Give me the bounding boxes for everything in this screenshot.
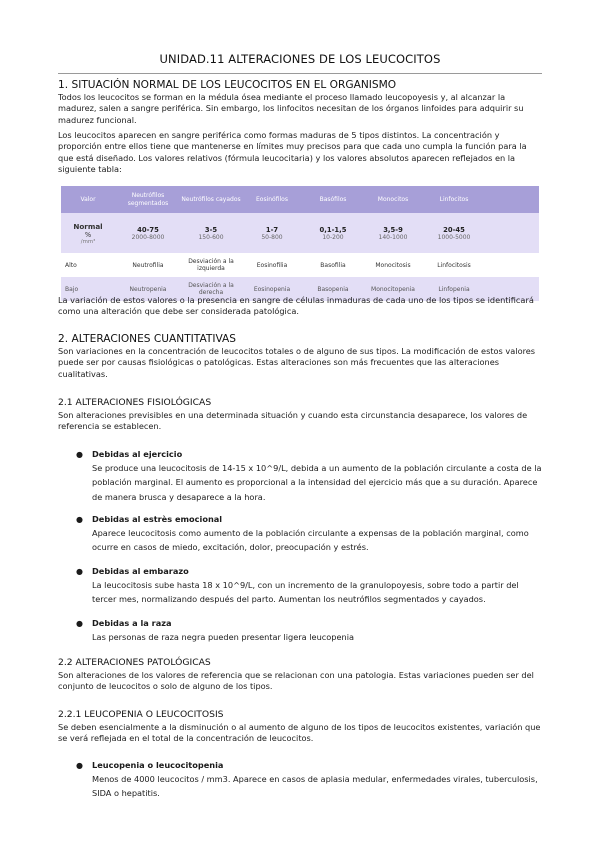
list-item-text: Se produce una leucocitosis de 14-15 x 10^9/L, debida a un aumento de la población circulante a costa de la población marginal. El aumento es proporcional a la intensidad del ejercicio más que a su duración. Aparece de manera brusca y desaparece a la hora. xyxy=(92,463,542,502)
bullet-icon: ● xyxy=(76,567,83,576)
table-row-alto xyxy=(61,253,539,277)
table-cell-empty xyxy=(485,213,539,253)
table-cell xyxy=(363,213,423,253)
list-item-title: Debidas al estrès emocional xyxy=(92,514,223,524)
table-cell: Neutrofilia xyxy=(115,253,181,277)
title-divider xyxy=(58,73,542,74)
list-item-text: La leucocitosis sube hasta 18 x 10^9/L, con un incremento de la granulopoyesis, sobre todo a partir del tercer mes, normalizando después del parto. Aumentan los neutrófilos segmentados y cayados. xyxy=(92,580,519,605)
table-cell: Basofilia xyxy=(303,253,363,277)
table-header-cell: Basófilos xyxy=(303,186,363,213)
percent-label: % xyxy=(84,230,92,239)
table-cell xyxy=(241,213,303,253)
list-item-text: Aparece leucocitosis como aumento de la población circulante a expensas de la población marginal, como ocurre en casos de miedo, excitación, dolor, preocupación y estrés. xyxy=(92,528,529,553)
table-header-cell: Monocitos xyxy=(363,186,423,213)
table-cell: Linfopenia xyxy=(423,277,485,301)
document-title: UNIDAD.11 ALTERACIONES DE LOS LEUCOCITOS xyxy=(159,52,441,66)
list-item-text: Las personas de raza negra pueden presentar ligera leucopenia xyxy=(92,632,354,642)
table-header-cell: Valor xyxy=(61,186,115,213)
table-cell: Eosinofilia xyxy=(241,253,303,277)
per-mm3-label: /mm³ xyxy=(80,238,96,245)
section-2-2-heading: 2.2 ALTERACIONES PATOLÓGICAS xyxy=(58,657,211,668)
row-label-alto: Alto xyxy=(61,253,115,277)
table-cell: Basopenia xyxy=(303,277,363,301)
leukocyte-reference-table xyxy=(61,186,539,301)
section-2-2-1-paragraph: Se deben esencialmente a la disminución o al aumento de alguno de los tipos de leucocitos existentes, variación que se verá reflejada en el total de la concentración de leucocitos. xyxy=(58,722,541,744)
table-cell: Monocitopenia xyxy=(363,277,423,301)
section-2-2-paragraph: Son alteraciones de los valores de referencia que se relacionan con una patologia. Estas variaciones pueden ser del conjunto de leucocitos o solo de alguno de los tipos. xyxy=(58,670,534,692)
row-label-bajo: Bajo xyxy=(61,277,115,301)
table-cell: Linfocitosis xyxy=(423,253,485,277)
table-cell-empty xyxy=(485,253,539,277)
percent-value: 3,5-9 xyxy=(383,225,403,234)
list-item-title: Debidas a la raza xyxy=(92,618,172,628)
absolute-value: 2000-8000 xyxy=(131,233,165,241)
table-cell xyxy=(181,213,241,253)
section-2-1-paragraph: Son alteraciones previsibles en una determinada situación y cuando esta circunstancia desaparece, los valores de referencia se establecen. xyxy=(58,410,528,432)
percent-value: 0,1-1,5 xyxy=(319,225,347,234)
section-1-paragraph-2: Los leucocitos aparecen en sangre periférica como formas maduras de 5 tipos distintos. La concentración y proporción entre ellos tiene que mantenerse en límites muy precisos para que cada uno cumpla la función para la que está diseñado. Los valores relativos (fórmula leucocitaria) y los valores absolutos aparecen reflejados en la siguiente tabla: xyxy=(58,130,527,175)
table-cell xyxy=(303,213,363,253)
percent-value: 1-7 xyxy=(265,225,279,234)
list-item-text: Menos de 4000 leucocitos / mm3. Aparece en casos de aplasia medular, enfermedades virales, tuberculosis, SIDA o hepatitis. xyxy=(92,774,538,799)
absolute-value: 140-1000 xyxy=(378,233,408,241)
section-2-heading: 2. ALTERACIONES CUANTITATIVAS xyxy=(58,333,237,345)
section-2-paragraph: Son variaciones en la concentración de leucocitos totales o de alguno de sus tipos. La modificación de estos valores puede ser por causas fisiológicas o patológicas. Estas alteraciones son más frecuentes que las alteraciones cualitativas. xyxy=(58,346,536,379)
table-header-cell: Linfocitos xyxy=(423,186,485,213)
percent-value: 3-5 xyxy=(204,225,218,234)
bullet-icon: ● xyxy=(76,761,83,770)
table-header-cell: Neutrófilos segmentados xyxy=(115,186,181,213)
section-1-paragraph-1: Todos los leucocitos se forman en la médula ósea mediante el proceso llamado leucopoyesis y, al alcanzar la madurez, salen a sangre periférica. Sin embargo, los linfocitos necesitan de los órganos linfoides para adquirir su madurez funcional. xyxy=(58,92,524,125)
list-item-title: Debidas al ejercicio xyxy=(92,449,183,459)
table-header-spacer xyxy=(485,186,539,213)
list-item-title: Leucopenia o leucocitopenia xyxy=(92,760,224,770)
table-cell xyxy=(115,213,181,253)
normal-label: Normal xyxy=(73,221,103,231)
table-cell: Desviación a la derecha xyxy=(181,277,241,301)
bullet-icon: ● xyxy=(76,450,83,459)
table-cell xyxy=(423,213,485,253)
section-2-1-heading: 2.1 ALTERACIONES FISIOLÓGICAS xyxy=(58,397,212,408)
percent-value: 20-45 xyxy=(443,225,465,234)
absolute-value: 150-600 xyxy=(198,233,224,241)
table-header-cell: Eosinófilos xyxy=(241,186,303,213)
table-cell: Monocitosis xyxy=(363,253,423,277)
section-2-2-1-heading: 2.2.1 LEUCOPENIA O LEUCOCITOSIS xyxy=(58,709,224,720)
table-header-row xyxy=(61,186,539,213)
bullet-icon: ● xyxy=(76,619,83,628)
absolute-value: 10-200 xyxy=(322,233,344,241)
table-header-cell: Neutrófilos cayados xyxy=(181,186,241,213)
section-1-heading: 1. SITUACIÓN NORMAL DE LOS LEUCOCITOS EN EL ORGANISMO xyxy=(58,79,397,91)
table-row-normal xyxy=(61,213,539,253)
row-label-normal xyxy=(61,213,115,253)
list-item-title: Debidas al embarazo xyxy=(92,566,189,576)
bullet-icon: ● xyxy=(76,515,83,524)
percent-value: 40-75 xyxy=(137,225,159,234)
absolute-value: 50-800 xyxy=(261,233,283,241)
table-cell: Desviación a la izquierda xyxy=(181,253,241,277)
section-1-paragraph-3: La variación de estos valores o la presencia en sangre de células inmaduras de cada uno de los tipos se identificará como una alteración que debe ser considerada patológica. xyxy=(58,295,534,317)
table-cell: Neutropenia xyxy=(115,277,181,301)
absolute-value: 1000-5000 xyxy=(437,233,471,241)
table-cell: Eosinopenia xyxy=(241,277,303,301)
